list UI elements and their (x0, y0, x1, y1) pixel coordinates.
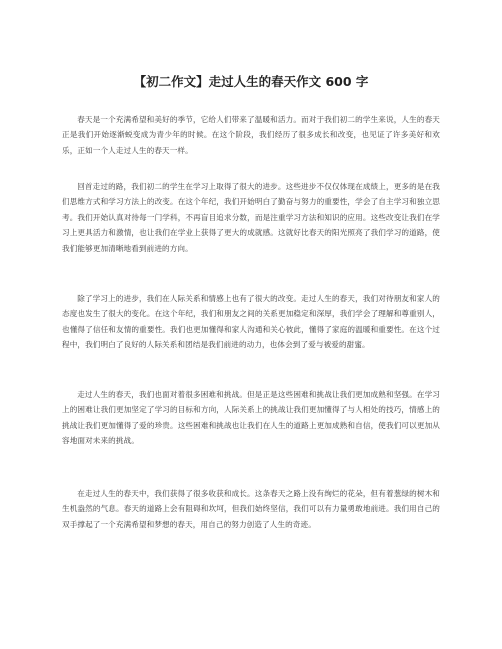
paragraph-4: 走过人生的春天，我们也面对着很多困难和挑战。但是正是这些困难和挑战让我们更加成熟和坚强。在学习上的困难让我们更加坚定了学习的目标和方向，人际关系上的挑战让我们更加懂得了与人相处的技巧，情感上的挑战让我们更加懂得了爱的珍贵。这些困难和挑战也让我们在人生的道路上更加成熟和自信，使我们可以更加从容地面对未来的挑战。 (62, 390, 440, 446)
paragraph-1: 春天是一个充满希望和美好的季节，它给人们带来了温暖和活力。而对于我们初二的学生来说，人生的春天正是我们开始逐渐蜕变成为青少年的时候。在这个阶段，我们经历了很多成长和改变，也见证了许多美好和欢乐，正如一个人走过人生的春天一样。 (62, 115, 440, 155)
paragraph-2: 回首走过的路，我们初二的学生在学习上取得了很大的进步。这些进步不仅仅体现在成绩上，更多的是在我们思维方式和学习方法上的改变。在这个年纪，我们开始明白了勤奋与努力的重要性，学会了自主学习和独立思考。我们开始认真对待每一门学科，不再盲目追求分数，而是注重学习方法和知识的应用。这些改变让我们在学习上更具活力和激情，也让我们在学业上获得了更大的成就感。这就好比春天的阳光照亮了我们学习的道路，使我们能够更加清晰地看到前进的方向。 (62, 182, 440, 253)
paragraph-3: 除了学习上的进步，我们在人际关系和情感上也有了很大的改变。走过人生的春天，我们对待朋友和家人的态度也发生了很大的变化。在这个年纪，我们和朋友之间的关系更加稳定和深厚，我们学会了理解和尊重别人，也懂得了信任和友情的重要性。我们也更加懂得和家人沟通和关心彼此，懂得了家庭的温暖和重要性。在这个过程中，我们明白了良好的人际关系和团结是我们前进的动力，也体会到了爱与被爱的甜蜜。 (62, 294, 440, 350)
paragraph-5: 在走过人生的春天中，我们获得了很多收获和成长。这条春天之路上没有绚烂的花朵，但有着葱绿的树木和生机盎然的气息。春天的道路上会有阻碍和坎坷，但我们始终坚信，我们可以有力量勇敢地前进。我们用自己的双手撑起了一个充满希望和梦想的春天，用自己的努力创造了人生的奇迹。 (62, 489, 440, 529)
document-title: 【初二作文】走过人生的春天作文 600 字 (133, 74, 369, 89)
